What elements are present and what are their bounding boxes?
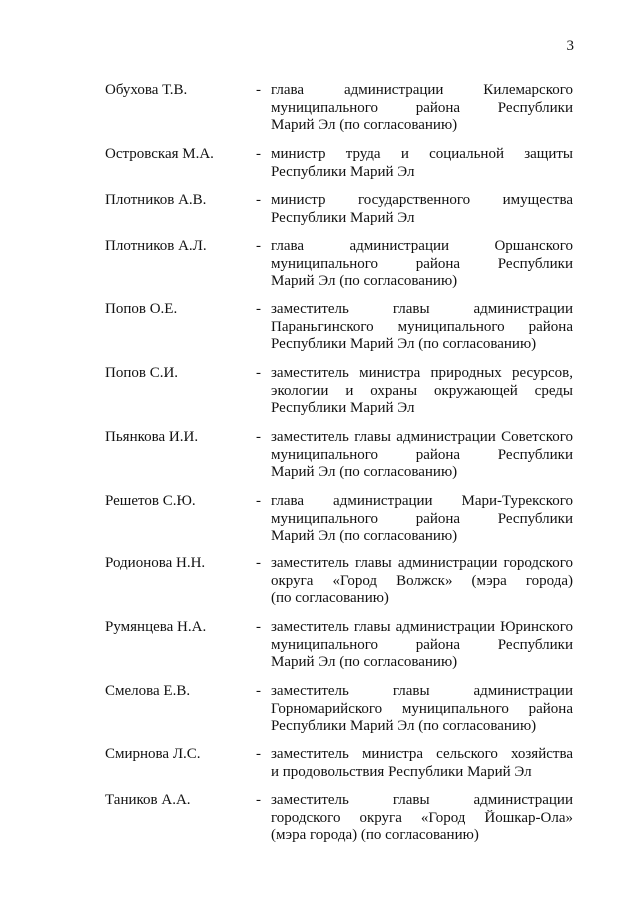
member-position [271,146,573,181]
member-position [271,746,573,781]
position-line: заместитель министра сельского хозяйства [271,746,573,762]
position-line: и продовольствия Республики Марий Эл [271,763,532,780]
entry-dash: - [256,746,261,762]
position-line: заместитель главы администрации городского [271,555,573,571]
position-line: Республики Марий Эл (по согласованию) [271,336,537,352]
member-name: Румянцева Н.А. [105,619,207,635]
member-position [271,82,573,135]
position-line: (по согласованию) [271,590,389,606]
position-line: муниципального района Республики [271,636,573,653]
member-position [271,683,573,736]
position-line: Марий Эл (по согласованию) [271,464,458,480]
member-name: Попов О.Е. [105,301,178,317]
position-line: Марий Эл (по согласованию) [271,654,458,670]
position-line: глава администрации Оршанского [271,238,573,254]
entry-dash: - [256,429,261,445]
member-name: Попов С.И. [105,365,179,381]
entry-dash: - [256,238,261,254]
position-line: экологии и охраны окружающей среды [271,382,573,399]
member-position [271,301,573,354]
position-line: Параньгинского муниципального района [271,318,573,335]
position-line: Марий Эл (по согласованию) [271,117,458,133]
member-name: Островская М.А. [105,146,214,162]
entry-dash: - [256,301,261,317]
member-position [271,619,573,672]
position-line: городского округа «Город Йошкар-Ола» [271,809,573,826]
member-name: Родионова Н.Н. [105,555,206,571]
entry-dash: - [256,555,261,571]
entry-dash: - [256,683,261,699]
member-name: Плотников А.В. [105,192,207,208]
member-name: Обухова Т.В. [105,82,188,98]
position-line: Республики Марий Эл [271,163,415,180]
member-position [271,555,573,608]
member-position [271,792,573,845]
member-name: Плотников А.Л. [105,238,207,254]
position-line: муниципального района Республики [271,510,573,527]
position-line: заместитель главы администрации [271,683,573,699]
member-name: Решетов С.Ю. [105,493,196,509]
entry-dash: - [256,619,261,635]
member-position [271,493,573,546]
position-line: заместитель главы администрации [271,792,573,808]
position-line: муниципального района Республики [271,99,573,116]
member-position [271,192,573,227]
position-line: заместитель министра природных ресурсов, [271,365,573,381]
entry-dash: - [256,146,261,162]
member-position [271,365,573,418]
position-line: округа «Город Волжск» (мэра города) [271,572,573,589]
member-name: Смелова Е.В. [105,683,191,699]
position-line: министр труда и социальной защиты [271,146,573,162]
entry-dash: - [256,192,261,208]
position-line: Республики Марий Эл [271,209,415,226]
position-line: заместитель главы администрации [271,301,573,317]
position-line: заместитель главы администрации Юринского [271,619,573,635]
member-position [271,238,573,291]
member-position [271,429,573,482]
position-line: глава администрации Килемарского [271,82,573,98]
position-line: заместитель главы администрации Советского [271,429,573,445]
position-line: Горномарийского муниципального района [271,700,573,717]
member-name: Таников А.А. [105,792,191,808]
position-line: Марий Эл (по согласованию) [271,528,458,544]
entry-dash: - [256,365,261,381]
entry-dash: - [256,792,261,808]
position-line: (мэра города) (по согласованию) [271,827,479,843]
member-name: Пьянкова И.И. [105,429,199,445]
page-number: 3 [566,38,574,54]
member-name: Смирнова Л.С. [105,746,201,762]
position-line: Республики Марий Эл [271,400,415,416]
entry-dash: - [256,82,261,98]
position-line: министр государственного имущества [271,192,573,208]
position-line: глава администрации Мари-Турекского [271,493,573,509]
entry-dash: - [256,493,261,509]
position-line: муниципального района Республики [271,446,573,463]
position-line: Марий Эл (по согласованию) [271,273,458,289]
position-line: Республики Марий Эл (по согласованию) [271,718,537,734]
position-line: муниципального района Республики [271,255,573,272]
